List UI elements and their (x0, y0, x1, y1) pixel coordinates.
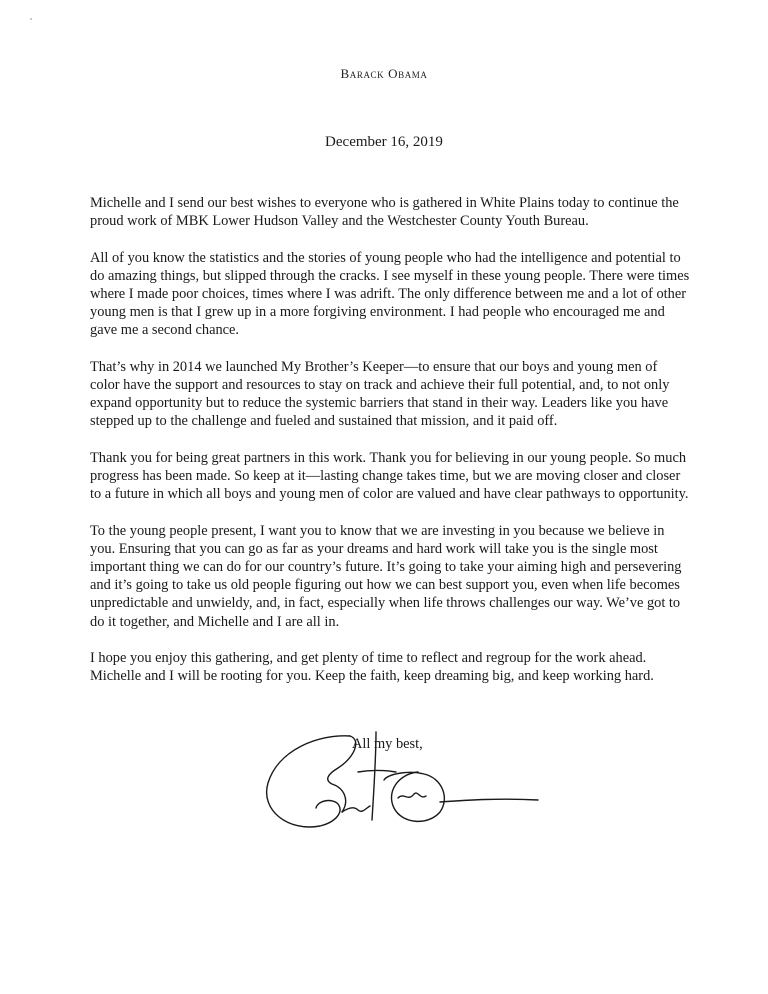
paragraph-5: To the young people present, I want you to know that we are investing in you because we believe in you. Ensuring that you can go as far as your dreams and hard work will take you is the single most important thing we can do for our country’s future. It’s going to take your aiming high and persevering and it’s going to take us old people figuring out how we can best support you, even when life becomes unpredictable and unwieldy, and, in fact, especially when life throws challenges our way. We’ve got to do it together, and Michelle and I are all in. (90, 522, 682, 630)
paragraph-1: Michelle and I send our best wishes to everyone who is gathered in White Plains today to continue the proud work of MBK Lower Hudson Valley and the Westchester County Youth Bureau. (90, 195, 679, 230)
handwritten-signature (258, 728, 548, 838)
letter-date: December 16, 2019 (325, 134, 443, 150)
letterhead: Barack Obama (340, 66, 428, 81)
closing-line: All my best, (352, 736, 423, 752)
paragraph-4: Thank you for being great partners in this work. Thank you for believing in our young people. So much progress has been made. So keep at it—lasting change takes time, but we are moving closer and closer to a future in which all boys and young men of color are valued and have clear pathways to opportunity. (90, 449, 689, 503)
paragraph-2: All of you know the statistics and the stories of young people who had the intelligence and potential to do amazing things, but slipped through the cracks. I see myself in these young people. There were times where I made poor choices, times where I was adrift. The only difference between me and a lot of other young men is that I grew up in a more forgiving environment. I had people who encouraged me and gave me a second chance. (90, 249, 690, 339)
paragraph-3: That’s why in 2014 we launched My Brother’s Keeper—to ensure that our boys and young men of color have the support and resources to stay on track and achieve their full potential, and, to not only expand opportunity but to reduce the systemic barriers that stand in their way. Leaders like you have stepped up to the challenge and fueled and sustained that mission, and it paid off. (90, 358, 670, 430)
paragraph-6: I hope you enjoy this gathering, and get plenty of time to reflect and regroup for the work ahead. Michelle and I will be rooting for you. Keep the faith, keep dreaming big, and keep working hard. (90, 650, 654, 685)
scan-speck (30, 18, 32, 20)
letter-body (90, 194, 690, 704)
